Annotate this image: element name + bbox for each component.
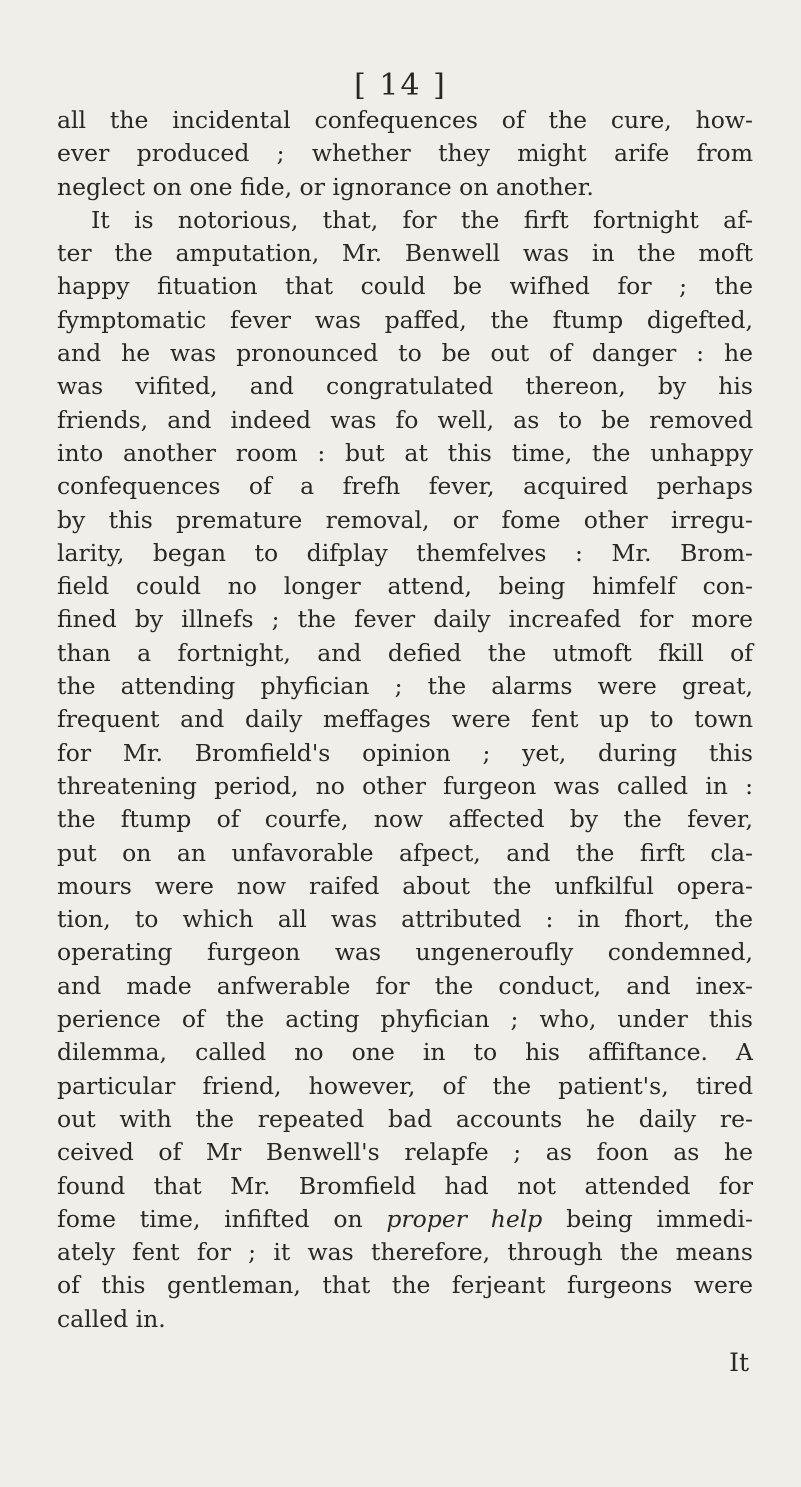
text-line: fined by illnefs ; the fever daily increafed for more bbox=[57, 605, 753, 634]
text-line: than a fortnight, and defied the utmoft fkill of bbox=[57, 638, 753, 667]
text-line: found that Mr. Bromfield had not attended for bbox=[57, 1171, 753, 1200]
text-line: mours were now raifed about the unfkilful opera- bbox=[57, 871, 753, 900]
text-line: out with the repeated bad accounts he daily re- bbox=[57, 1104, 753, 1133]
text-line: ever produced ; whether they might arife from bbox=[57, 139, 753, 168]
italic-phrase: proper help bbox=[386, 1204, 543, 1233]
text-line: put on an unfavorable afpect, and the firft cla- bbox=[57, 838, 753, 867]
page-number: [ 14 ] bbox=[354, 68, 447, 103]
text-line: confequences of a frefh fever, acquired perhaps bbox=[57, 472, 753, 501]
text-line: the attending phyfician ; the alarms were great, bbox=[57, 672, 753, 701]
text-line: neglect on one fide, or ignorance on another. bbox=[57, 172, 594, 201]
text-line: all the incidental confequences of the cure, how- bbox=[57, 106, 753, 134]
text-segment: being immedi- bbox=[566, 1204, 753, 1233]
text-line: particular friend, however, of the patient's, tired bbox=[57, 1071, 753, 1100]
text-line: the ftump of courfe, now affected by the fever, bbox=[57, 805, 753, 834]
text-line: larity, began to difplay themfelves : Mr. Brom- bbox=[57, 538, 753, 567]
text-line: happy fituation that could be wifhed for ; the bbox=[57, 272, 753, 301]
text-line: by this premature removal, or fome other irregu- bbox=[57, 505, 753, 534]
text-line: into another room : but at this time, the unhappy bbox=[57, 438, 753, 467]
text-line: It is notorious, that, for the firft fortnight af- bbox=[91, 205, 753, 234]
text-line: perience of the acting phyfician ; who, under this bbox=[57, 1005, 753, 1034]
text-line: of this gentleman, that the ferjeant furgeons were bbox=[57, 1271, 753, 1300]
text-line: fymptomatic fever was paffed, the ftump digefted, bbox=[57, 305, 753, 334]
text-line: tion, to which all was attributed : in fhort, the bbox=[57, 905, 753, 934]
text-line: and he was pronounced to be out of danger : he bbox=[57, 339, 753, 368]
text-line: was vifited, and congratulated thereon, by his bbox=[57, 372, 753, 401]
body-text bbox=[57, 104, 753, 1336]
text-line: for Mr. Bromfield's opinion ; yet, during this bbox=[57, 738, 753, 767]
text-line: threatening period, no other furgeon was called in : bbox=[57, 771, 753, 800]
text-line: ately fent for ; it was therefore, through the means bbox=[57, 1238, 753, 1267]
text-line: frequent and daily meffages were fent up to town bbox=[57, 705, 753, 734]
catchword: It bbox=[729, 1348, 749, 1377]
text-line: dilemma, called no one in to his affiftance. A bbox=[57, 1038, 753, 1067]
text-segment: fome time, infifted on bbox=[57, 1204, 387, 1233]
text-line: friends, and indeed was fo well, as to be removed bbox=[57, 405, 753, 434]
text-line: called in. bbox=[57, 1304, 166, 1333]
text-line: operating furgeon was ungeneroufly condemned, bbox=[57, 938, 753, 967]
text-line: ceived of Mr Benwell's relapfe ; as foon as he bbox=[57, 1138, 753, 1167]
text-line-with-italic bbox=[57, 1203, 753, 1236]
text-line: field could no longer attend, being himfelf con- bbox=[57, 572, 753, 601]
text-line: and made anfwerable for the conduct, and inex- bbox=[57, 971, 753, 1000]
text-line: ter the amputation, Mr. Benwell was in the moft bbox=[57, 239, 753, 268]
